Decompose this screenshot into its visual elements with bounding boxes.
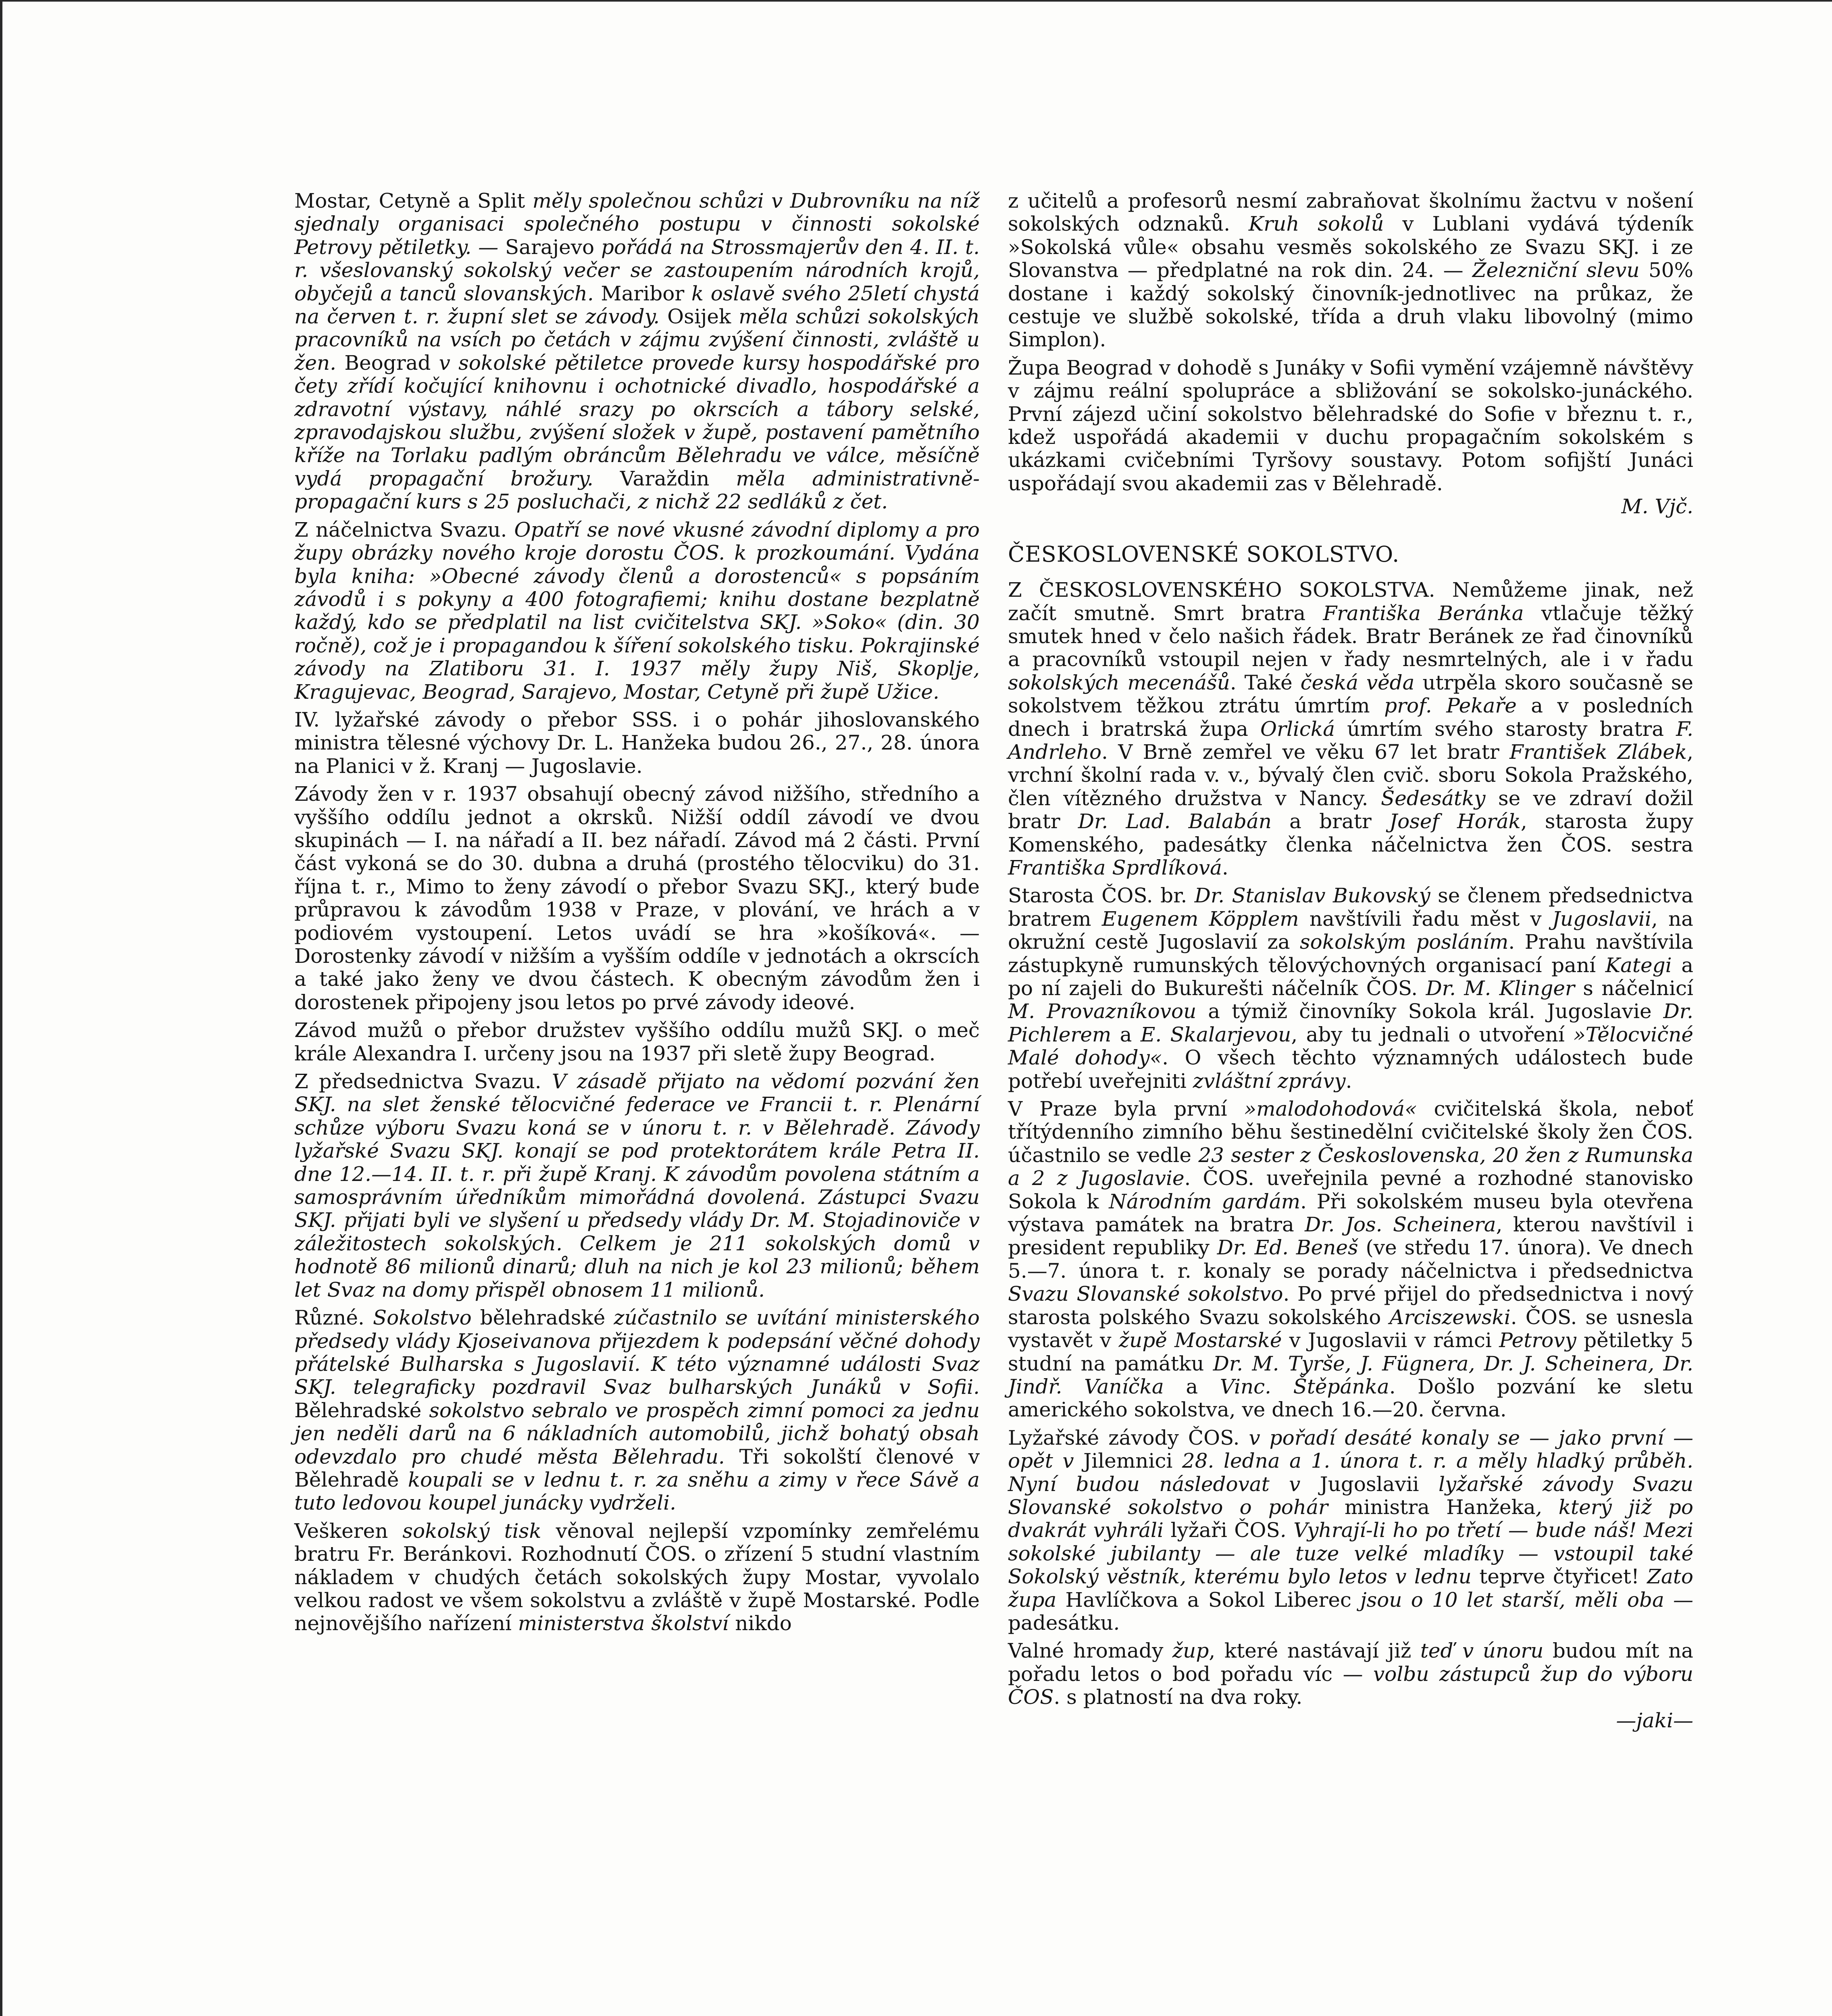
- text: Varaždin: [620, 467, 710, 490]
- italic-text: Dr. Stanislav Bukovský: [1194, 884, 1430, 908]
- right-column-top-text: [1008, 190, 1693, 495]
- paragraph: [294, 708, 980, 778]
- italic-text: Sokolstvo: [364, 1306, 480, 1330]
- italic-text: 28. ledna a 1. února t. r. a měly hladký průběh. Nyní budou následovat v: [1008, 1449, 1694, 1496]
- text: Tři sokolští členové v Bělehradě: [294, 1445, 980, 1491]
- section-heading: ČESKOSLOVENSKÉ SOKOLSTVO.: [1008, 541, 1400, 567]
- paragraph: [294, 1070, 980, 1302]
- paragraph: [294, 519, 980, 704]
- text: . Při sokolském museu byla otevřena výstava památek na bratra: [1008, 1189, 1693, 1237]
- text: nikdo: [729, 1612, 792, 1635]
- text: .: [1345, 1069, 1352, 1093]
- italic-text: . Vyhrají-li ho po třetí — bude náš! Mezi sokolské jubilanty — ale tuze velké mladíky — vstoupil také Sokolský věstník, kterému bylo letos v lednu: [1008, 1518, 1693, 1589]
- paragraph: [1008, 579, 1693, 879]
- italic-text: Františka Sprdlíková: [1008, 856, 1222, 879]
- text: bělehradské: [480, 1306, 606, 1330]
- italic-text: sokolstvo sebralo ve prospěch zimní pomoci za jednu jen neděli darů na 6 nákladních automobilů, jichž bohatý obsah odevzdalo pro chudé města Bělehradu.: [294, 1398, 980, 1468]
- text: Závod mužů o přebor družstev vyššího oddílu mužů SKJ. o meč krále Alexandra I. určeny jsou na 1937 při sletě župy Beograd.: [294, 1018, 980, 1065]
- paragraph: [1008, 356, 1693, 495]
- italic-text: .: [1113, 1611, 1120, 1635]
- paragraph: [294, 1019, 980, 1065]
- paragraph: [294, 1306, 980, 1515]
- text: 50% dostane i každý sokolský činovník-jednotlivec na průkaz, že cestuje ve službě sokolské, třída a druh vlaku libovolný (mimo Simplon).: [1008, 258, 1693, 352]
- text: . O všech těchto významných událostech bude potřebí uveřejniti: [1008, 1046, 1693, 1093]
- italic-text: F. Andrleho: [1008, 717, 1693, 764]
- text: cvičitelská škola, neboť třítýdenního zimního běhu šestinedělní cvičitelské školy žen ČOS. účastnilo se vedle: [1008, 1097, 1693, 1167]
- text: Starosta ČOS. br.: [1008, 884, 1195, 908]
- text: Závody žen v r. 1937 obsahují obecný závod nižšího, středního a vyššího oddílu jednot a okrsků. Nižší oddíl závodí ve dvou skupinách — I. na nářadí a II. bez nářadí. Závod má 2 části. První část vykoná se do 30. dubna a druhá (prostého tělocviku) do 31. října t. r., Mimo to ženy závodí o přebor Svazu SKJ., který bude průpravou k závodům 1938 v Praze, v plování, ve hrách a v podiovém vystoupení. Letos uvádí se hra »košíková«. — Dorostenky závodí v nižším a vyšším oddíle v jednotách a okrscích a také jako ženy ve dvou částech. K obecným závodům žen i dorostenek připojeny jsou letos po prvé závody ideové.: [294, 782, 980, 1014]
- text: Lyžařské závody ČOS.: [1008, 1426, 1240, 1450]
- italic-text: Dr. M. Klinger: [1426, 977, 1575, 1000]
- text: v Jugoslavii v rámci: [1282, 1329, 1499, 1352]
- text: Osijek: [667, 305, 731, 329]
- text: se členem předsednictva bratrem: [1008, 884, 1694, 931]
- italic-text: sokolský tisk: [402, 1519, 541, 1543]
- text: , které nastávají již: [1209, 1639, 1420, 1663]
- text: . ČOS. se usnesla vystavět v: [1008, 1305, 1693, 1352]
- italic-text: »malodohodová«: [1244, 1097, 1417, 1121]
- text: . ČOS. uveřejnila pevné a rozhodné stanovisko Sokola k: [1008, 1166, 1693, 1213]
- italic-text: Kruh sokolů: [1248, 212, 1384, 236]
- text: (ve středu 17. února). Ve dnech 5.—7. února t. r. konaly se porady náčelnictva i předsednictva: [1008, 1236, 1694, 1283]
- text: padesátku: [1008, 1611, 1114, 1635]
- left-column: [294, 190, 980, 1635]
- text: . V Brně zemřel ve věku 67 let bratr: [1101, 740, 1510, 764]
- italic-text: E. Skalarjevou: [1140, 1023, 1291, 1046]
- italic-text: Železniční slevu: [1472, 258, 1640, 282]
- text: IV. lyžařské závody o přebor SSS. i o pohár jihoslovanského ministra tělesné výchovy Dr. L. Hanžeka budou 26., 27., 28. února na Planici v ž. Kranj — Jugoslavie.: [294, 708, 980, 778]
- italic-text: Opatří se nové vkusné závodní diplomy a pro župy obrázky nového kroje dorostu ČOS. k prozkoumání. Vydána byla kniha: »Obecné závody členů a dorostenců« s popsáním závodů i s pokyny a 400 fotografiemi; knihu dostane bezplatně každý, kdo se předplatil na list cvičitelstva SKJ. »Soko« (din. 30 ročně), což je i propagandou k šíření sokolského tisku. Pokrajinské závody na Zlatiboru 31. I. 1937 měly župy Niš, Skoplje, Kragujevac, Beograd, Sarajevo, Mostar, Cetyně při župě Užice.: [294, 518, 980, 704]
- italic-text: František Zlábek: [1509, 740, 1687, 764]
- italic-text: měly společnou schůzi v Dubrovníku na níž sjednaly organisaci společného postupu v činnosti sokolské Petrovy pětiletky. —: [294, 189, 980, 259]
- text: , aby tu jednali o utvoření: [1291, 1023, 1574, 1046]
- text: Z náčelnictva Svazu.: [294, 518, 507, 541]
- italic-text: žup: [1172, 1639, 1209, 1663]
- text: se ve zdraví dožil bratr: [1008, 786, 1693, 833]
- text: , starosta župy Komenského, padesátky členka náčelnictva žen ČOS. sestra: [1008, 810, 1694, 856]
- paragraph: [1008, 1639, 1693, 1709]
- right-column: [1008, 190, 1693, 1732]
- text: Župa Beograd v dohodě s Junáky v Sofii vymění vzájemně návštěvy v zájmu reální spolupráce a sbližování se sokolsko-junáckého. První zájezd učiní sokolstvo bělehradské do Sofie v březnu t. r., kdež uspořádá akademii v duchu propagačním sokolském s ukázkami cvičebními Tyršovy soustavy. Potom sofijští Junáci uspořádají svou akademii zas v Bělehradě.: [1008, 356, 1693, 495]
- text: . s platností na dva roky.: [1053, 1685, 1303, 1709]
- italic-text: , který již po dvakrát vyhráli: [1008, 1495, 1693, 1542]
- italic-text: zúčastnilo se uvítání ministerského předsedy vlády Kjoseivanova přijezdem k podepsání věčné dohody přátelské Bulharska s Jugoslavií. K této významné události Svaz SKJ. telegraficky pozdravil Svaz bulharských Junáků v Sofii.: [294, 1306, 980, 1399]
- text: Beograd: [344, 351, 431, 375]
- text: navštívili řadu měst v: [1299, 907, 1552, 931]
- text: Jugoslavii: [1320, 1472, 1419, 1496]
- italic-text: Zato župa: [1008, 1565, 1693, 1612]
- italic-text: V zásadě přijato na vědomí pozvání žen SKJ. na slet ženské tělocvičné federace ve Francii t. r. Plenární schůze výboru Svazu koná se v únoru t. r. v Bělehradě. Závody lyžařské Svazu SKJ. konají se pod protektorátem krále Petra II. dne 12.—14. II. t. r. při župě Kranj. K závodům povolena státním a samosprávním úředníkům mimořádná dovolená. Zástupci Svazu SKJ. přijati byli ve slyšení u předsedy vlády Dr. M. Stojadinoviče v záležitostech sokolských. Celkem je 211 sokolských domů v hodnotě 86 milionů dinarů; dluh na nich je kol 23 milionů; během let Svaz na domy přispěl obnosem 11 milionů.: [294, 1070, 980, 1302]
- italic-text: Eugenem Köpplem: [1101, 907, 1299, 931]
- text: . Došlo pozvání ke sletu amerického sokolstva, ve dnech 16.—20. června.: [1008, 1375, 1693, 1422]
- text: a po ní zajeli do Bukurešti náčelník ČOS.: [1008, 953, 1694, 1000]
- italic-text: Františka Beránka: [1323, 601, 1524, 625]
- italic-text: měla administrativně-propagační kurs s 25 posluchači, z nichž 22 sedláků z čet.: [294, 467, 980, 514]
- italic-text: Petrovy: [1499, 1329, 1576, 1352]
- italic-text: »Tělocvičné Malé dohody«: [1008, 1023, 1694, 1070]
- text: a týmiž činovníky Sokola král. Jugoslavie: [1196, 1000, 1663, 1023]
- italic-text: lyžařské závody Svazu Slovanské sokolstvo o pohár: [1008, 1472, 1693, 1519]
- text: V Praze byla první: [1008, 1097, 1244, 1121]
- text: , kterou navštívil i president republiky: [1008, 1213, 1693, 1260]
- italic-text: sokolských mecenášů: [1008, 671, 1230, 694]
- text: pětiletky 5 studní na památku: [1008, 1329, 1694, 1375]
- italic-text: v sokolské pětiletce provede kursy hospodářské pro čety zřídí kočující knihovnu i ochotnické divadlo, hospodářské a zdravotní výstavy, náhlé srazy po okrscích a tábory selské, zpravodajskou službu, zvýšení složek v župě, postavení pamětního kříže na Torlaku padlým obráncům Bělehradu ve válce, měsíčně vydá propagační brožury.: [294, 351, 980, 490]
- italic-text: Orlická: [1260, 717, 1335, 741]
- text: Mostar, Cetyně a Split: [294, 189, 525, 212]
- text: . Také: [1230, 671, 1301, 694]
- text: Veškeren: [294, 1519, 403, 1543]
- italic-text: Josef Horák: [1389, 810, 1521, 833]
- italic-text: Kategi: [1605, 953, 1672, 977]
- text: , na okružní cestě Jugoslavií za: [1008, 907, 1693, 954]
- italic-text: v pořadí desáté konaly se — jako první — opět v: [1008, 1426, 1693, 1473]
- text: Z předsednictva Svazu.: [294, 1070, 541, 1093]
- paragraph: [1008, 1098, 1693, 1422]
- italic-text: Dr. Lad. Balabán: [1078, 810, 1272, 833]
- paragraph: [294, 783, 980, 1014]
- text: z učitelů a profesorů nesmí zabraňovat školnímu žactvu v nošení sokolských odznaků.: [1008, 189, 1693, 236]
- text: teprve čtyřicet!: [1479, 1565, 1639, 1589]
- italic-text: Národním gardám: [1109, 1189, 1301, 1213]
- text: a: [1111, 1023, 1141, 1046]
- text: Z ČESKOSLOVENSKÉHO SOKOLSTVA. Nemůžeme jinak, než začít smutně. Smrt bratra: [1008, 578, 1693, 625]
- text: , vrchní školní rada v. v., bývalý člen cvič. sboru Sokola Pražského, člen vítězného družstva v Nancy.: [1008, 740, 1693, 810]
- text: utrpěla skoro současně se sokolstvem těžkou ztrátu úmrtím: [1008, 671, 1693, 718]
- italic-text: Vinc. Štěpánka: [1220, 1375, 1389, 1398]
- italic-text: prof. Pekaře: [1384, 694, 1517, 718]
- signature-jaki: —jaki—: [1616, 1708, 1693, 1732]
- italic-text: koupali se v lednu t. r. za sněhu a zimy v řece Sávě a tuto ledovou koupel junácky vydrželi.: [294, 1468, 980, 1515]
- text: Sarajevo: [505, 235, 595, 259]
- italic-text: Šedesátky: [1380, 786, 1486, 810]
- italic-text: Dr. Ed. Beneš: [1217, 1236, 1358, 1260]
- italic-text: sokolským posláním: [1300, 930, 1509, 954]
- text: Jilemnici: [1083, 1449, 1173, 1473]
- italic-text: teď v únoru: [1420, 1639, 1544, 1663]
- italic-text: Dr. M. Tyrše, J. Fügnera, Dr. J. Scheinera, Dr. Jindř. Vaníčka: [1008, 1352, 1693, 1398]
- paragraph: [294, 190, 980, 514]
- italic-text: česká věda: [1300, 671, 1415, 694]
- italic-text: pořádá na Strossmajerův den 4. II. t. r. všeslovanský sokolský večer se zastoupením národních krojů, obyčejů a tanců slovanských.: [294, 235, 980, 305]
- text: . Po prvé přijel do předsednictva i nový starosta polského Svazu sokolského: [1008, 1282, 1693, 1329]
- italic-text: Jugoslavii: [1552, 907, 1651, 931]
- text: s náčelnicí: [1574, 977, 1693, 1000]
- italic-text: župě Mostarské: [1118, 1329, 1282, 1352]
- text: Havlíčkova a Sokol Liberec: [1065, 1588, 1351, 1612]
- paragraph: [1008, 190, 1693, 352]
- text: věnoval nejlepší vzpomínky zemřelému bratru Fr. Beránkovi. Rozhodnutí ČOS. o zřízení 5 studní vlastním nákladem v chudých četách sokolských župy Mostar, vyvolalo velkou radost ve všem sokolstvu a zvláště v župě Mostarské. Podle nejnovějšího nařízení: [294, 1519, 980, 1635]
- text: budou mít na pořadu letos o bod pořadu víc —: [1008, 1639, 1693, 1686]
- text: úmrtím svého starosty bratra: [1335, 717, 1676, 741]
- paragraph: [1008, 884, 1693, 1093]
- text: vtlačuje těžký smutek hned v čelo našich řádek. Bratr Beránek ze řad činovníků a pracovníků vstoupil nejen v řady nesmrtelných, ale i v řadu: [1008, 601, 1694, 671]
- italic-text: Svazu Slovanské sokolstvo: [1008, 1282, 1283, 1306]
- text: Různé.: [294, 1306, 364, 1330]
- text: .: [1222, 856, 1228, 879]
- italic-text: Dr. Pichlerem: [1008, 1000, 1693, 1046]
- text: a bratr: [1271, 810, 1390, 833]
- italic-text: volbu zástupců žup do výboru ČOS: [1008, 1662, 1693, 1709]
- text: . Prahu navštívila zástupkyně rumunských tělovýchovných organisací paní: [1008, 930, 1694, 977]
- text: a v posledních dnech i bratrská župa: [1008, 694, 1694, 741]
- italic-text: Arciszewski: [1389, 1305, 1511, 1329]
- text: a: [1164, 1375, 1220, 1398]
- text: ministra Hanžeka: [1344, 1495, 1536, 1519]
- right-column-bottom-text: [1008, 579, 1693, 1709]
- italic-text: zvláštní zprávy: [1193, 1069, 1346, 1093]
- italic-text: k oslavě svého 25letí chystá na červen t. r. župní slet se závody.: [294, 281, 980, 329]
- text: lyžaři ČOS: [1170, 1518, 1280, 1542]
- text: Maribor: [601, 281, 685, 305]
- signature-mvjc: M. Vjč.: [1621, 495, 1693, 519]
- italic-text: Dr. Jos. Scheinera: [1305, 1213, 1496, 1237]
- italic-text: jsou o 10 let starší, měli oba —: [1351, 1588, 1693, 1612]
- paragraph: [294, 1520, 980, 1635]
- italic-text: M. Provazníkovou: [1008, 1000, 1197, 1023]
- italic-text: měla schůzi sokolských pracovníků na vsích po četách v zájmu zvýšení činnosti, zvláště u žen.: [294, 305, 980, 375]
- text: Valné hromady: [1008, 1639, 1172, 1663]
- paragraph: [1008, 1427, 1693, 1635]
- text: v Lublani vydává týdeník »Sokolská vůle« obsahu vesměs sokolského ze Svazu SKJ. i ze Slovanstva — předplatné na rok din. 24. —: [1008, 212, 1693, 282]
- text: Bělehradské: [294, 1398, 422, 1422]
- italic-text: ministerstva školství: [518, 1612, 729, 1635]
- italic-text: 23 sester z Československa, 20 žen z Rumunska a 2 z Jugoslavie: [1008, 1143, 1693, 1190]
